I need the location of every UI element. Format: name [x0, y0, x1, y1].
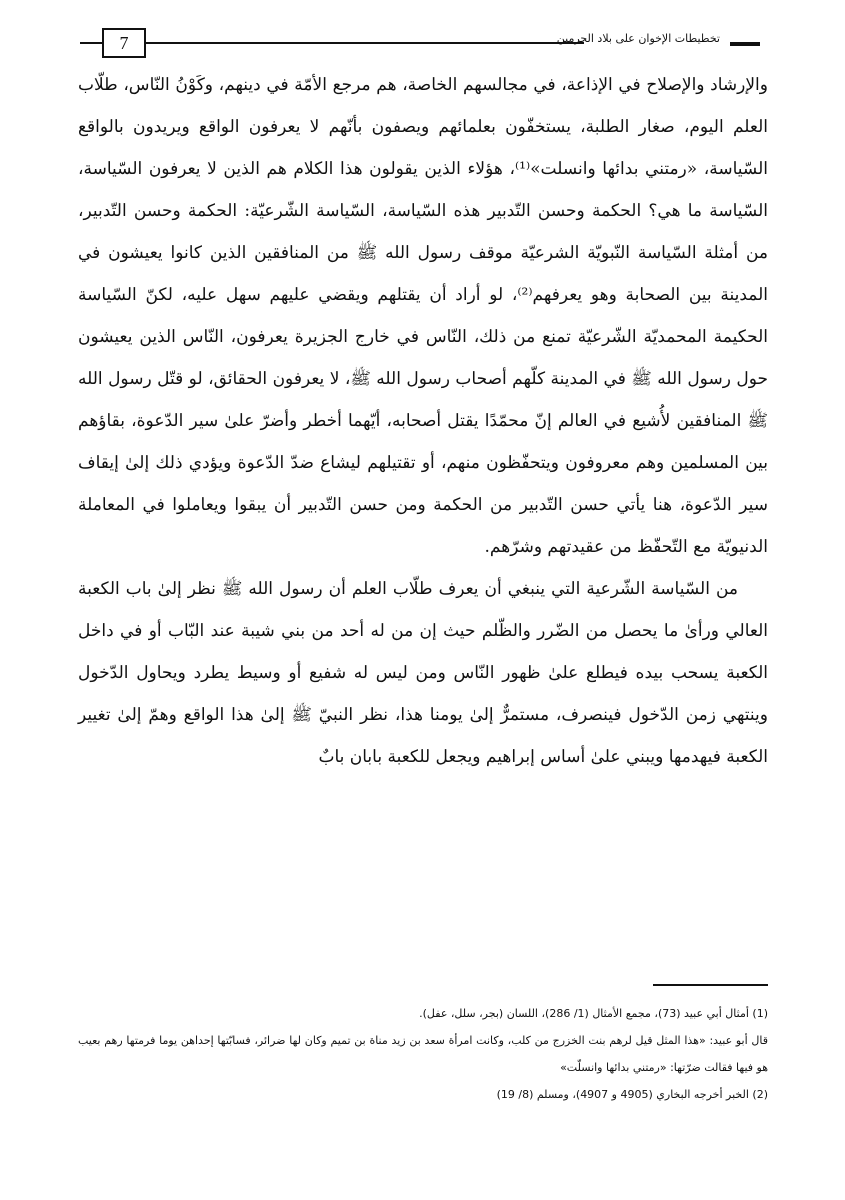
- paragraph-1: والإرشاد والإصلاح في الإذاعة، في مجالسهم الخاصة، هم مرجع الأمّة في دينهم، وكَوْنُ النّاس، طلّاب العلم اليوم، صغار الطلبة، يستخفّون بعلمائهم ويصفون بأنّهم لا يعرفون الواقع ويريدون بالواقع السّياسة، «رمتني بدائها وانسلت»⁽¹⁾، هؤلاء الذين يقولون هذا الكلام هم الذين لا يعرفون السّياسة، السّياسة ما هي؟ الحكمة وحسن التّدبير هذه السّياسة، السّياسة الشّرعيّة: الحكمة وحسن التّدبير، من أمثلة السّياسة النّبويّة الشرعيّة موقف رسول الله ﷺ من المنافقين الذين كانوا يعيشون في المدينة بين الصحابة وهو يعرفهم⁽²⁾، لو أراد أن يقتلهم ويقضي عليهم سهل عليه، لكنّ السّياسة الحكيمة المحمديّة الشّرعيّة تمنع من ذلك، النّاس في خارج الجزيرة يعرفون، النّاس الذين يعيشون حول رسول الله ﷺ في المدينة كلّهم أصحاب رسول الله ﷺ، لا يعرفون الحقائق، لو قتّل رسول الله ﷺ المنافقين لأُشيع في العالم إنّ محمّدًا يقتل أصحابه، أيّهما أخطر وأضرّ علىٰ سير الدّعوة، بقاؤهم بين المسلمين وهم معروفون ويتحفّظون منهم، أو تقتيلهم ليشاع ضدّ الدّعوة ويؤدي ذلك إلىٰ إيقاف سير الدّعوة، هنا يأتي حسن التّدبير من الحكمة ومن حسن التّدبير أن يبقوا ويعاملوا في المعاملة الدنيويّة مع التّحفّظ من عقيدتهم وشرّهم.: [78, 75, 769, 557]
- footnotes: [78, 1000, 768, 1108]
- footnote-1: (1) أمثال أبي عبيد (73)، مجمع الأمثال (1/ 286)، اللسان (بجر، سلل، عفل).: [419, 1007, 768, 1020]
- header-rule: [144, 42, 584, 44]
- paragraph-2: من السّياسة الشّرعية التي ينبغي أن يعرف طلّاب العلم أن رسول الله ﷺ نظر إلىٰ باب الكعبة العالي ورأىٰ ما يحصل من الضّرر والظّلم حيث إن من له أحد من بني شيبة عند البّاب أو في داخل الكعبة يسحب بيده فيطلع علىٰ ظهور النّاس ومن ليس له شفيع أو وسيط يطرد ويحاول الدّخول وينتهي زمن الدّخول فينصرف، مستمرٌّ إلىٰ يومنا هذا، نظر النبيّ ﷺ إلىٰ هذا الواقع وهمّ إلىٰ تغيير الكعبة فيهدمها ويبني علىٰ أساس إبراهيم ويجعل للكعبة بابان بابٌ: [78, 579, 768, 767]
- page-number: 7: [102, 28, 146, 58]
- header-rule-left: [80, 42, 102, 44]
- main-text: [78, 64, 768, 778]
- footnote-separator: [653, 984, 768, 986]
- footnote-1-note: قال أبو عبيد: «هذا المثل قيل لرهم بنت الخزرج من كلب، وكانت امرأة سعد بن زيد مناة بن تميم وكان لها ضرائر، فسابّتها إحداهن يوما فرمتها رهم بعيب هو فيها فقالت ضرّتها: «رمتني بدائها وانسلّت»: [78, 1034, 768, 1074]
- page-header: [80, 28, 760, 62]
- footnote-2: (2) الخبر أخرجه البخاري (4905 و 4907)، ومسلم (8/ 19): [496, 1088, 768, 1101]
- header-rule-right: [730, 42, 760, 46]
- running-title: تخطيطات الإخوان على بلاد الحرمين: [556, 32, 720, 45]
